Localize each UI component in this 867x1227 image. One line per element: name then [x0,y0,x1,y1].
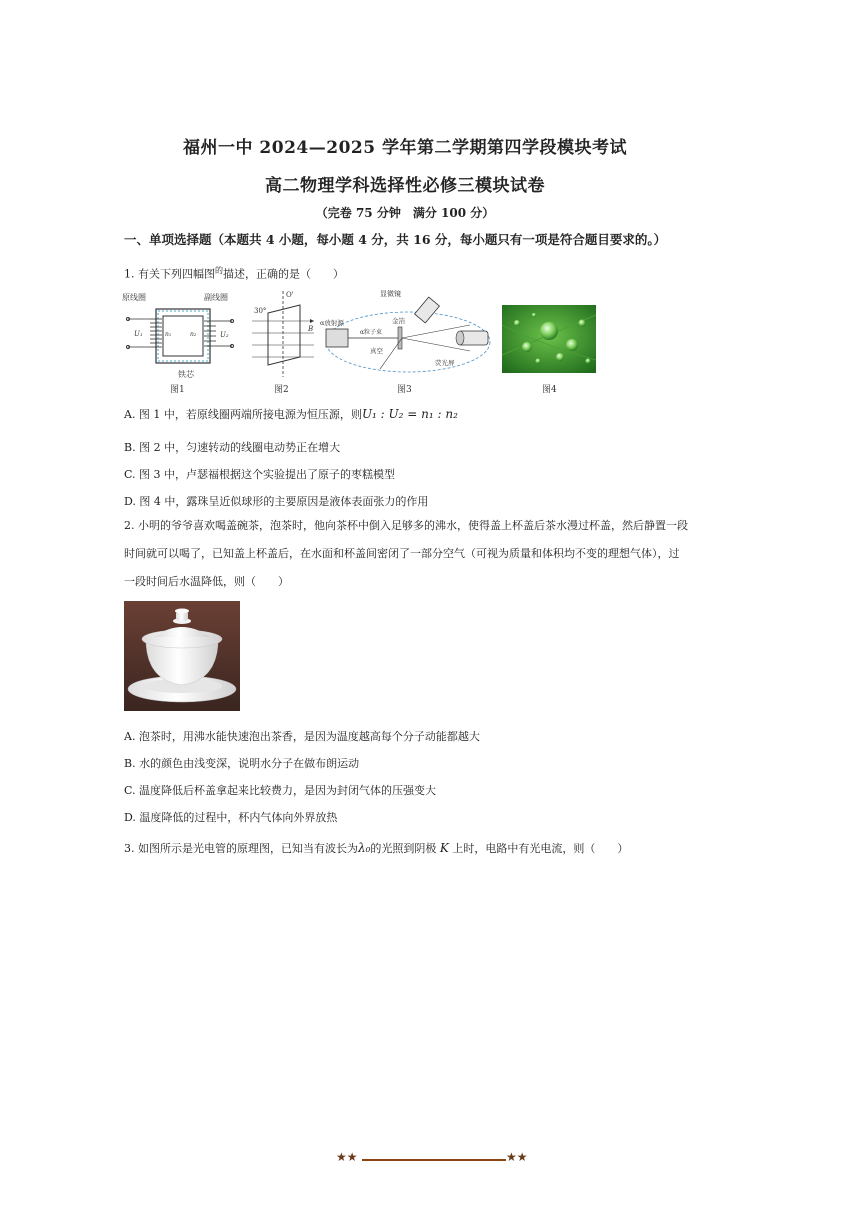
section-heading: 一、单项选择题（本题共 4 小题，每小题 4 分，共 16 分，每小题只有一项是符合题目要求的。） [124,232,667,247]
label-particles: α粒子束 [360,329,383,336]
exam-title: 福州一中 2024—2025 学年第二学期第四学段模块考试 [183,138,627,158]
label-source: α放射源 [320,319,344,327]
exam-subtitle: 高二物理学科选择性必修三模块试卷 [265,176,545,196]
figure-4-caption: 图4 [542,385,557,395]
label-u2: U₂ [220,331,229,339]
label-screen: 荧光屏 [435,359,455,367]
star-icon: ★★ [506,1150,528,1164]
question-1-option-b: B. 图 2 中，匀速转动的线圈电动势正在增大 [124,441,341,454]
question-2-option-a: A. 泡茶时，用沸水能快速泡出茶香，是因为温度越高每个分子动能都越大 [124,730,480,743]
label-n2: n₂ [190,331,197,338]
label-foil: 金箔 [392,317,405,325]
label-n1: n₁ [165,331,172,338]
figure-1-caption: 图1 [170,385,185,395]
label-vacuum: 真空 [370,347,383,355]
question-2-teacup-photo [124,601,240,711]
footer-decoration [336,1152,532,1168]
question-1-option-c: C. 图 3 中，卢瑟福根据这个实验提出了原子的枣糕模型 [124,468,396,481]
question-3-stem: 3. 如图所示是光电管的原理图，已知当有波长为λ₀的光照到阴极 K 上时，电路中有光电流，则（ ） [124,841,629,855]
label-u1: U₁ [134,330,143,338]
question-2-option-b: B. 水的颜色由浅变深，说明水分子在做布朗运动 [124,757,360,770]
label-axis: O' [286,291,294,299]
label-core: 铁芯 [178,370,194,379]
question-2-stem: 2. 小明的爷爷喜欢喝盖碗茶，泡茶时，他向茶杯中倒入足够多的沸水，使得盖上杯盖后茶水漫过杯盖，然后静置一段时间就可以喝了，已知盖上杯盖后，在水面和杯盖间密闭了一部分空气（可视为质量和体积均不变的理想气体），过一段时间后水温降低，则（ ） [124,519,688,588]
figure-4-dewdrop-photo [502,305,596,373]
label-microscope: 显微镜 [380,290,401,298]
figure-1-transformer [120,287,238,382]
figure-3-rutherford-apparatus [320,287,495,382]
question-1-option-a: A. 图 1 中，若原线圈两端所接电源为恒压源，则U₁ : U₂ = n₁ : n₂ [124,407,458,421]
label-angle: 30° [254,307,267,315]
star-icon: ★★ [336,1150,358,1164]
question-1-option-d: D. 图 4 中，露珠呈近似球形的主要原因是液体表面张力的作用 [124,495,429,508]
question-2-option-c: C. 温度降低后杯盖拿起来比较费力，是因为封闭气体的压强变大 [124,784,437,797]
figure-2-rotating-coil [248,287,318,382]
exam-time-score: （完卷 75 分钟 满分 100 分） [315,206,495,220]
question-1-stem: 1. 有关下列四幅图$^的$描述，正确的是（ ） [124,266,344,281]
question-1-figures [120,287,600,395]
figure-3-caption: 图3 [397,385,412,395]
label-secondary-coil: 副线圈 [204,293,228,302]
label-primary-coil: 原线圈 [122,293,146,302]
figure-2-caption: 图2 [274,385,289,395]
label-field-b: B [308,325,314,333]
footer-divider [362,1159,506,1161]
question-2-option-d: D. 温度降低的过程中，杯内气体向外界放热 [124,811,338,824]
